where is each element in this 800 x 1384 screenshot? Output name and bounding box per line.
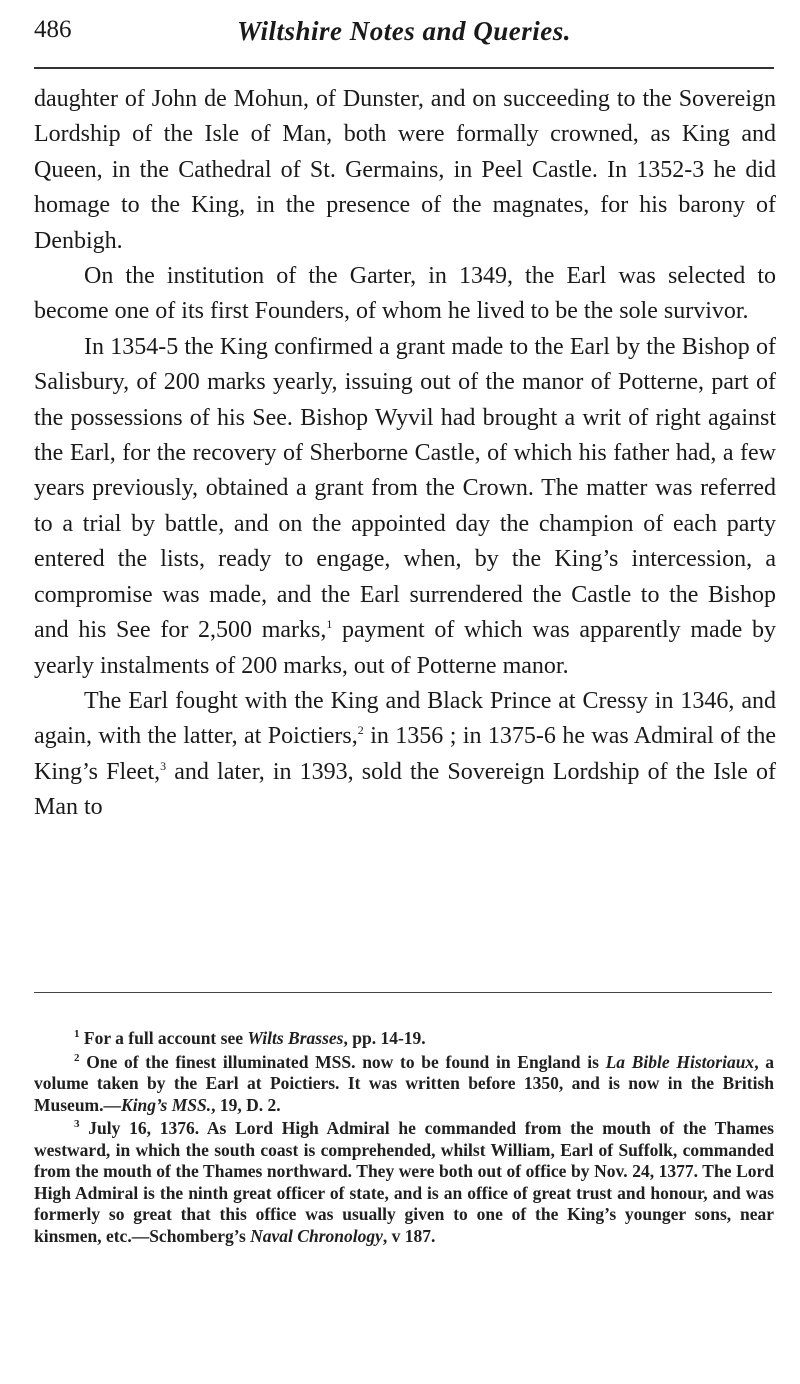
main-text — [34, 82, 776, 826]
footnote-3: $^3$ July 16, 1376. As Lord High Admiral he commanded from the mouth of the Thames westward, in which the south coast is comprehended, whilst William, Earl of Suffolk, commanded from the mouth of the Thames northward. They were both out of office by Nov. 24, 1377. The Lord High Admiral is the ninth great officer of state, and is an office of great trust and honour, and was formerly so great that this office was usually given to one of the King’s younger sons, near kinsmen, etc.—Schomberg’s Naval Chronology, v 187. — [34, 1118, 774, 1246]
footnote-rule — [34, 992, 772, 993]
paragraph-3: In 1354-5 the King confirmed a grant made to the Earl by the Bishop of Salisbury, of 200 marks yearly, issuing out of the manor of Potterne, part of the possessions of his See. Bishop Wyvil had brought a writ of right against the Earl, for the recovery of Sherborne Castle, of which his father had, a few years previously, obtained a grant from the Crown. The matter was referred to a trial by battle, and on the appointed day the champion of each party entered the lists, ready to engage, when, by the King’s intercession, a compromise was made, and the Earl surrendered the Castle to the Bishop and his See for 2,500 marks,$^1$ payment of which was apparently made by yearly instalments of 200 marks, out of Potterne manor. — [34, 333, 776, 679]
footnote-ref-3: 3 — [160, 758, 167, 773]
paragraph-4: The Earl fought with the King and Black Prince at Cressy in 1346, and again, with the latter, at Poictiers,$^2$ in 1356 ; in 1375-6 he was Admiral of the King’s Fleet,$^3$ and later, in 1393, sold the Sovereign Lordship of the Isle of Man to — [34, 687, 777, 821]
footnotes — [34, 1028, 774, 1249]
header-rule — [34, 67, 774, 69]
page-number: 486 — [34, 16, 72, 43]
paragraph-2: On the institution of the Garter, in 1349, the Earl was selected to become one of its first Founders, of whom he lived to be the sole survivor. — [34, 263, 776, 325]
footnote-2: $^2$ One of the finest illuminated MSS. now to be found in England is La Bible Historiaux, a volume taken by the Earl at Poictiers. It was written before 1350, and is now in the British Museum.—King’s MSS., 19, D. 2. — [34, 1051, 775, 1115]
running-title: Wiltshire Notes and Queries. — [236, 16, 572, 46]
footnote-ref-2: 2 — [357, 723, 364, 738]
footnote-ref-1: 1 — [326, 617, 333, 632]
page-header — [34, 16, 774, 52]
footnote-1: $^1$ For a full account see Wilts Brasses, pp. 14-19. — [74, 1028, 426, 1048]
paragraph-1: daughter of John de Mohun, of Dunster, and on succeeding to the Sovereign Lordship of the Isle of Man, both were formally crowned, as King and Queen, in the Cathedral of St. Germains, in Peel Castle. In 1352-3 he did homage to the King, in the presence of the magnates, for his barony of Denbigh. — [34, 86, 776, 254]
